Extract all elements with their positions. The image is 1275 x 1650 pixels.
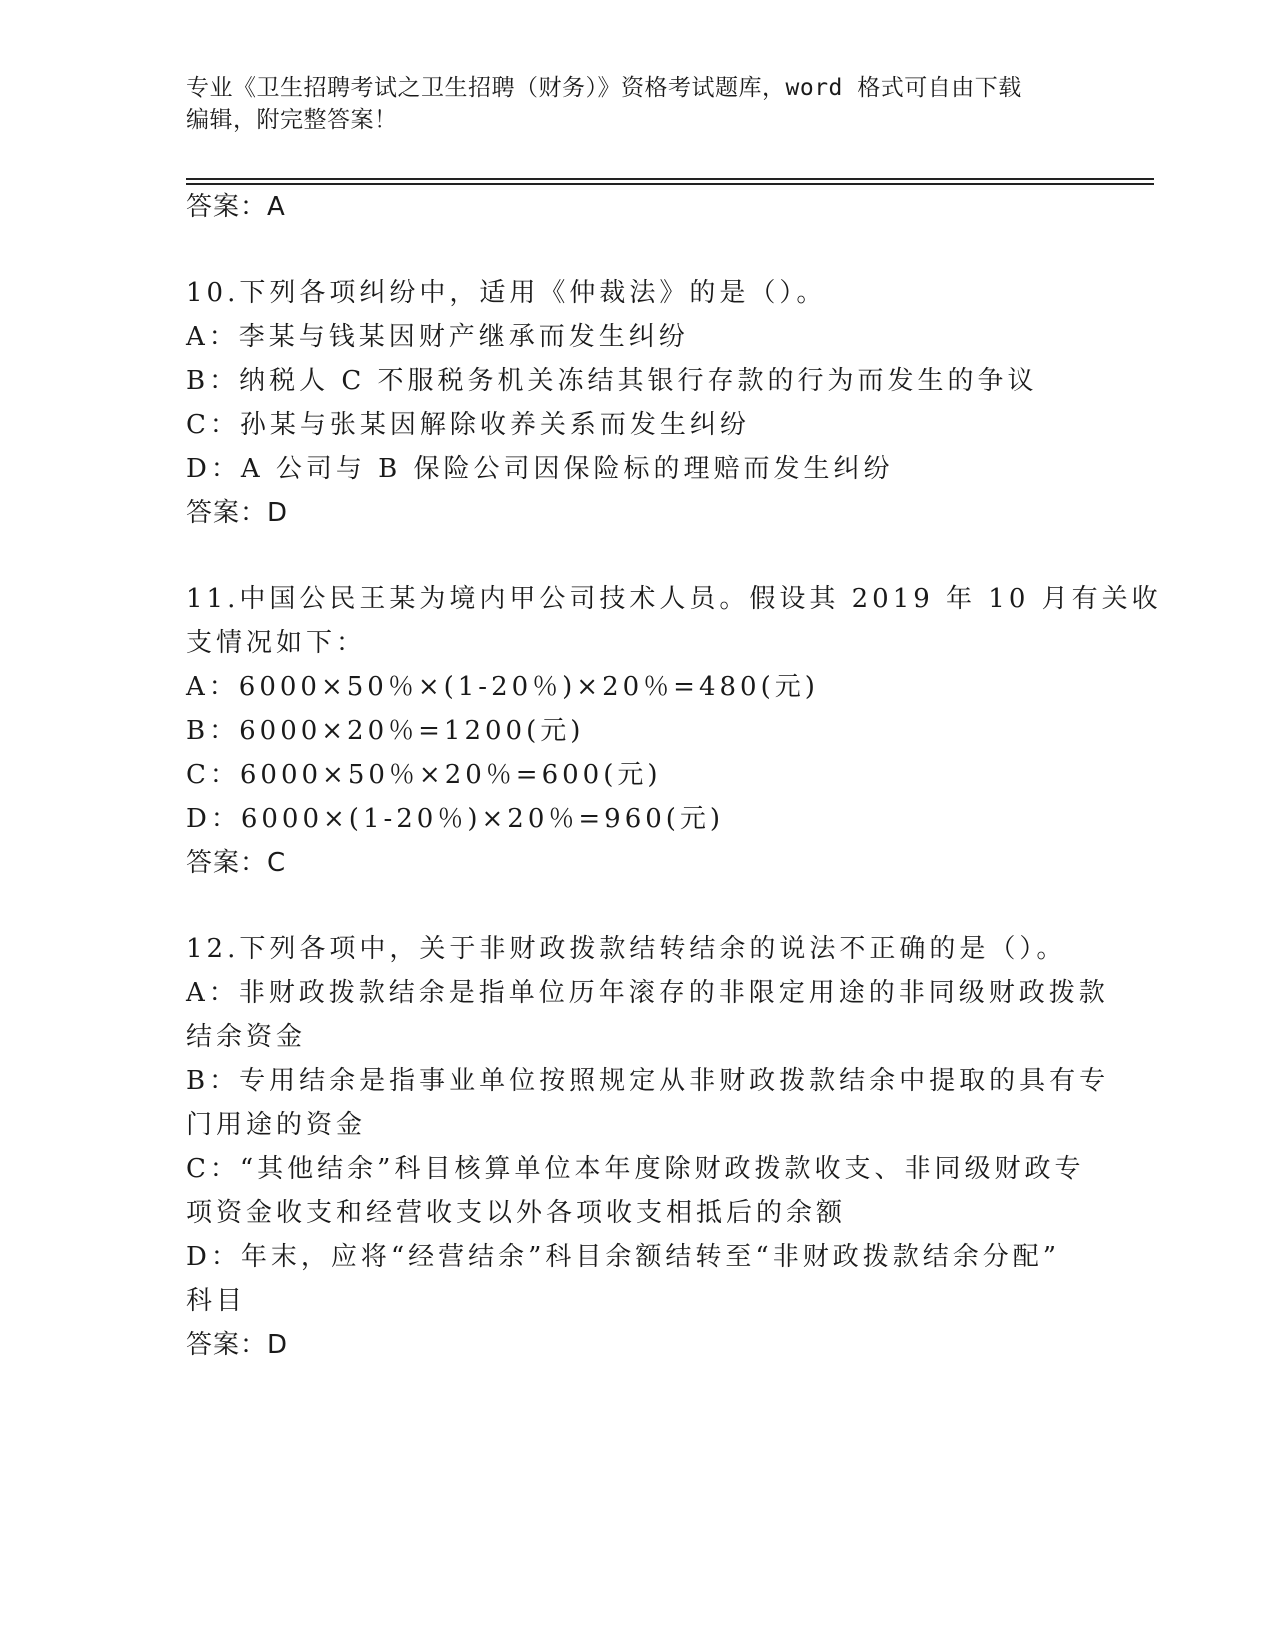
q12-option-a-line-1: A：非财政拨款结余是指单位历年滚存的非限定用途的非同级财政拨款 [186, 978, 1109, 1008]
q11-option-a: A：6000×50％×(1-20％)×20％=480(元) [186, 672, 819, 702]
q10-option-a: A：李某与钱某因财产继承而发生纠纷 [186, 322, 689, 352]
header-rule-bottom [186, 183, 1154, 185]
document-header [186, 72, 1066, 136]
q12-stem: 12.下列各项中，关于非财政拨款结转结余的说法不正确的是（）。 [186, 934, 1067, 964]
q11-option-c: C：6000×50％×20％=600(元) [186, 760, 662, 790]
q10-option-b: B：纳税人 C 不服税务机关冻结其银行存款的行为而发生的争议 [186, 366, 1038, 396]
q11-option-b: B：6000×20％=1200(元) [186, 716, 585, 746]
q12-option-b-line-2: 门用途的资金 [186, 1110, 367, 1140]
q12-option-c-line-2: 项资金收支和经营收支以外各项收支相抵后的余额 [186, 1198, 847, 1228]
previous-answer: 答案：A [186, 192, 286, 222]
q11-option-d: D：6000×(1-20％)×20％=960(元) [186, 804, 725, 834]
q11-answer: 答案：C [186, 848, 287, 878]
q10-option-d: D：A 公司与 B 保险公司因保险标的理赔而发生纠纷 [186, 454, 894, 484]
q10-answer: 答案：D [186, 498, 289, 528]
header-line-2: 编辑，附完整答案！ [186, 107, 398, 133]
header-line-1: 专业《卫生招聘考试之卫生招聘（财务）》资格考试题库，word 格式可自由下载 [186, 75, 1022, 101]
header-rule-top [186, 178, 1154, 180]
q12-option-a-line-2: 结余资金 [186, 1022, 307, 1052]
q12-option-d-line-1: D：年末，应将“经营结余”科目余额结转至“非财政拨款结余分配” [186, 1242, 1061, 1272]
q10-stem: 10.下列各项纠纷中，适用《仲裁法》的是（）。 [186, 278, 827, 308]
q11-stem-line-1: 11.中国公民王某为境内甲公司技术人员。假设其 2019 年 10 月有关收 [186, 584, 1162, 614]
q12-answer: 答案：D [186, 1330, 289, 1360]
q12-option-b-line-1: B：专用结余是指事业单位按照规定从非财政拨款结余中提取的具有专 [186, 1066, 1110, 1096]
q12-option-c-line-1: C：“其他结余”科目核算单位本年度除财政拨款收支、非同级财政专 [186, 1154, 1085, 1184]
q11-stem-line-2: 支情况如下： [186, 628, 367, 658]
q10-option-c: C：孙某与张某因解除收养关系而发生纠纷 [186, 410, 750, 440]
q12-option-d-line-2: 科目 [186, 1286, 247, 1316]
